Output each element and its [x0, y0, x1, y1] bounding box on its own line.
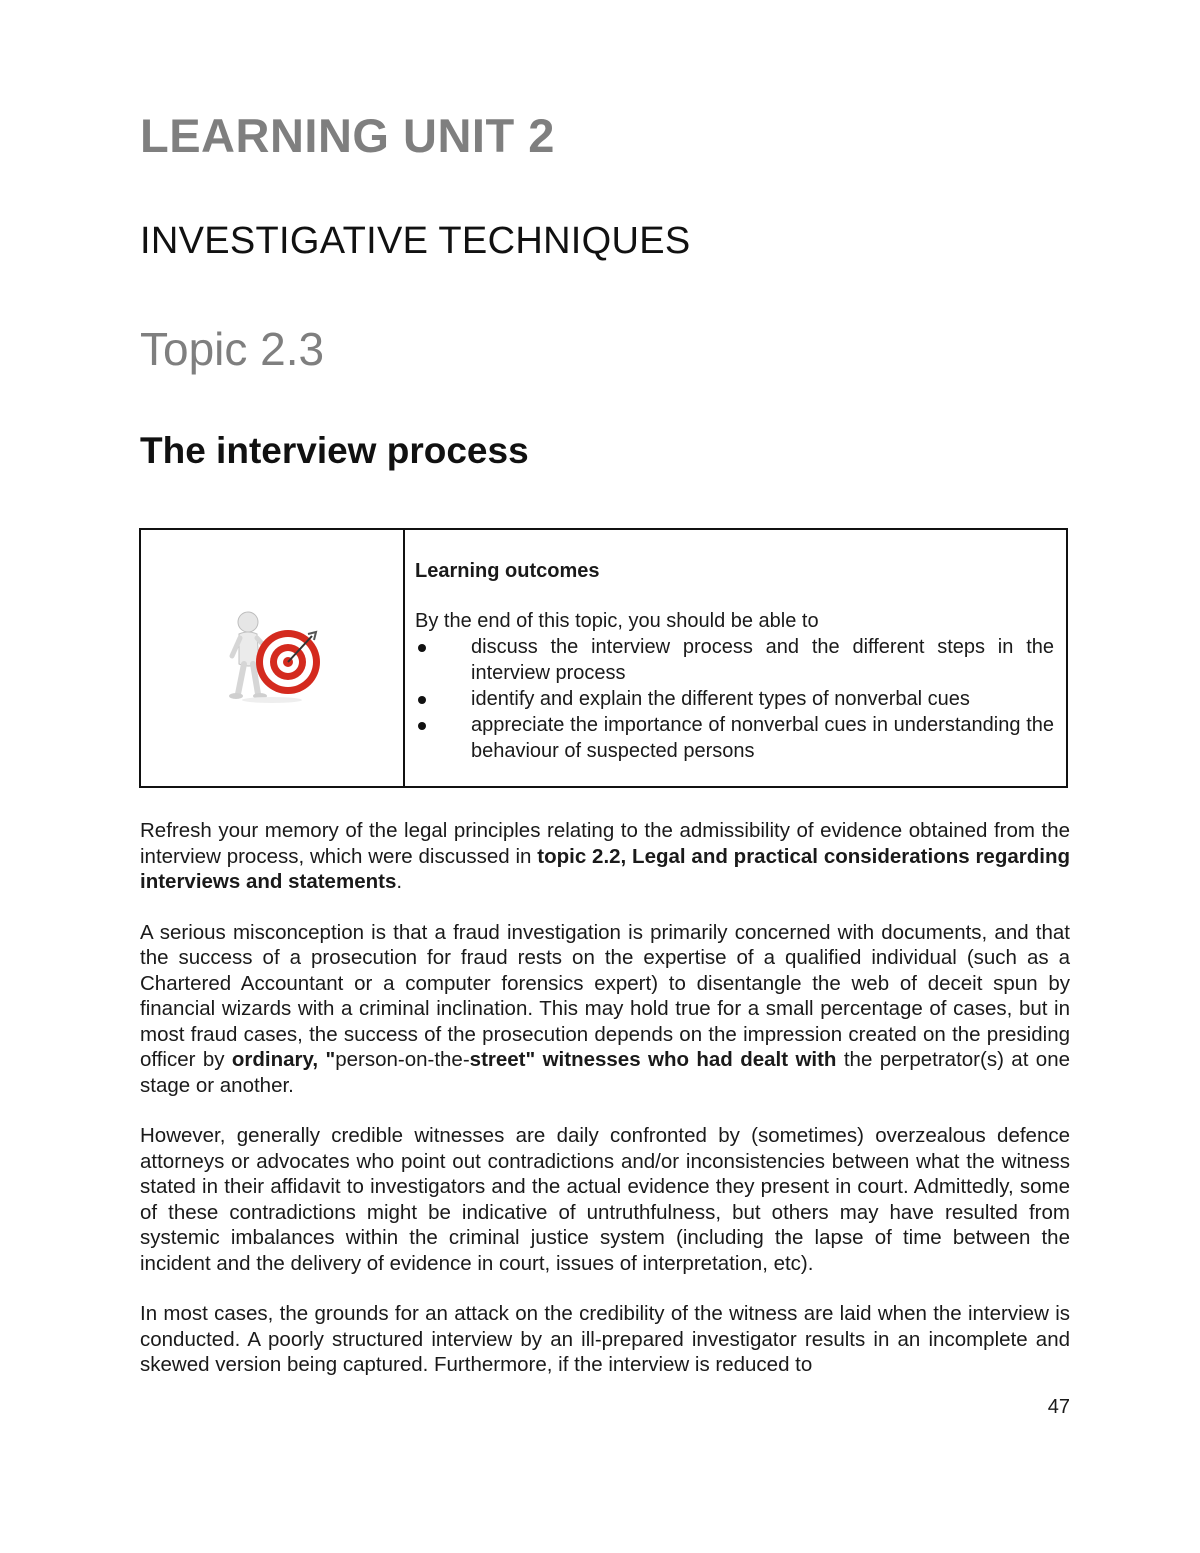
list-item-text: discuss the interview process and the different steps in the interview process [471, 636, 1054, 684]
topic-reference: topic 2.2, Legal and practical considerations regarding interviews and statements [140, 844, 1070, 893]
target-figure-icon [222, 608, 322, 708]
paragraph-text: the perpetrator(s) at one stage or another. [140, 1048, 1070, 1097]
list-item [415, 686, 1054, 712]
learning-outcomes-heading: Learning outcomes [415, 560, 600, 582]
emphasis-text: street" witnesses who had dealt with [469, 1048, 837, 1071]
topic-title: The interview process [140, 430, 529, 471]
paragraph-text: person-on-the- [335, 1048, 470, 1071]
list-item [415, 712, 1054, 764]
paragraph-misconception [140, 920, 1070, 1099]
paragraph-witnesses: However, generally credible witnesses are daily confronted by (sometimes) overzealous defence attorneys or advocates who point out contradictions and/or inconsistencies between what the witness stated in their affidavit to investigators and the actual evidence they present in court. Admittedly, some of these contradictions might be indicative of untruthfulness, but others may have resulted from systemic imbalances within the criminal justice system (including the lapse of time between the incident and the delivery of evidence in court, issues of interpretation, etc). [140, 1124, 1070, 1275]
paragraph-refresh [140, 818, 1070, 895]
bullet-icon [418, 722, 426, 730]
unit-title: LEARNING UNIT 2 [140, 109, 555, 162]
learning-outcomes-list [415, 634, 1054, 764]
learning-outcomes-box [139, 528, 1068, 788]
learning-outcomes-text-cell [405, 530, 1066, 786]
topic-number: Topic 2.3 [140, 323, 325, 375]
paragraph-text: . [396, 870, 403, 893]
paragraph-text: A serious misconception is that a fraud investigation is primarily concerned with documents, and that the success of a prosecution for fraud rests on the expertise of a qualified individual (such as a Chartered Accountant or a computer forensics expert) to disentangle the web of deceit spun by financial wizards with a criminal inclination. This may hold true for a small percentage of cases, but in most fraud cases, the success of the prosecution depends on the impression created on the presiding officer by [140, 920, 1070, 1071]
paragraph-text: Refresh your memory of the legal principles relating to the admissibility of evidence obtained from the interview process, which were discussed in [140, 819, 1070, 868]
list-item-text: identify and explain the different types of nonverbal cues [471, 688, 970, 710]
emphasis-text: ordinary, " [231, 1048, 336, 1071]
section-title: INVESTIGATIVE TECHNIQUES [140, 220, 691, 262]
bullet-icon [418, 644, 426, 652]
list-item [415, 634, 1054, 686]
list-item-text: appreciate the importance of nonverbal cues in understanding the behaviour of suspected persons [471, 714, 1054, 762]
learning-outcomes-intro: By the end of this topic, you should be able to [415, 610, 819, 632]
page-number: 47 [1047, 1396, 1070, 1418]
body-text [140, 818, 1070, 1378]
bullet-icon [418, 696, 426, 704]
paragraph-credibility: In most cases, the grounds for an attack on the credibility of the witness are laid when the interview is conducted. A poorly structured interview by an ill-prepared investigator results in an incomplete and skewed version being captured. Furthermore, if the interview is reduced to [140, 1302, 1070, 1376]
learning-outcomes-image-cell [141, 530, 405, 786]
